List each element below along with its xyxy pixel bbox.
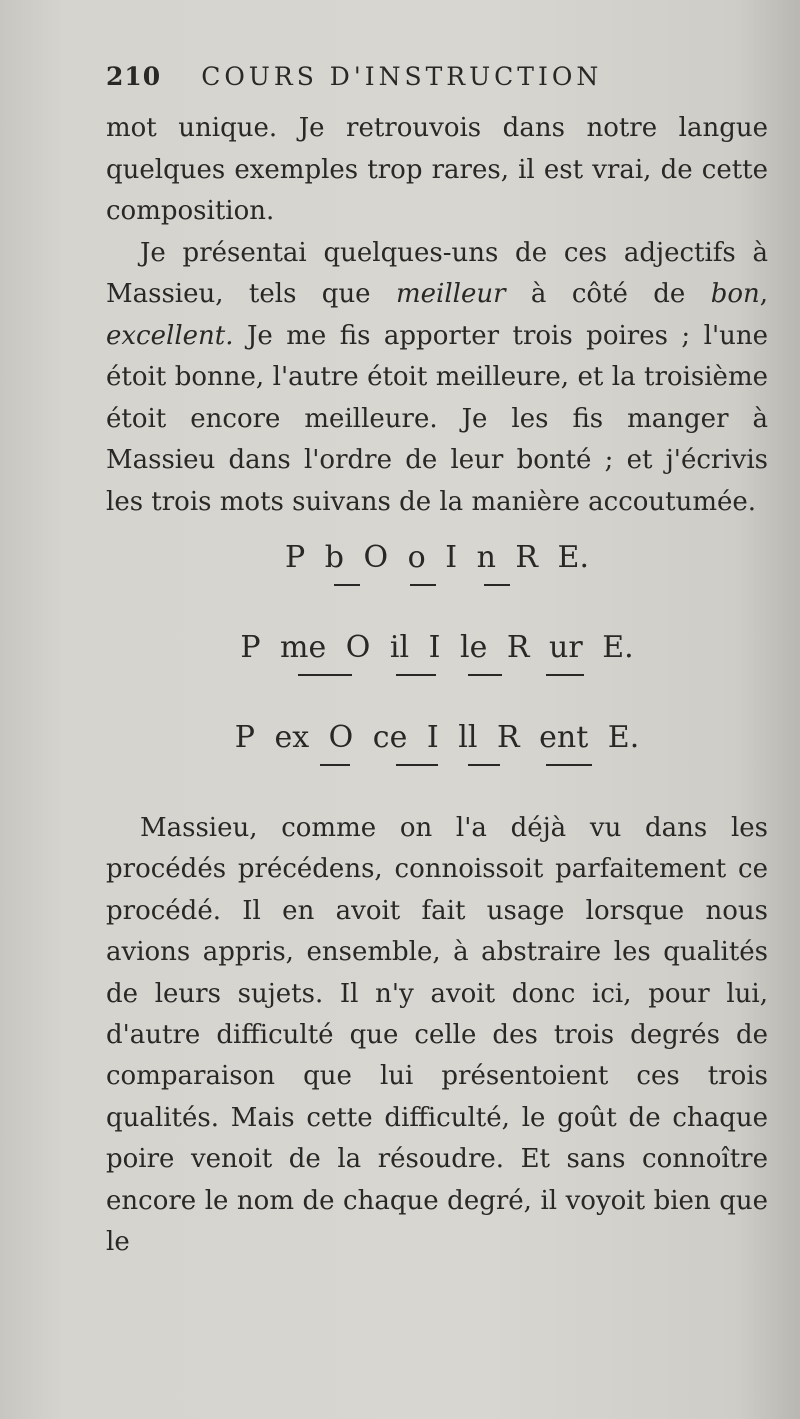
dash [468, 674, 502, 676]
schema-line [106, 720, 768, 755]
dash [410, 584, 436, 586]
italic-word-bon: bon [710, 279, 760, 309]
dash [546, 764, 592, 766]
paragraph-massieu: Massieu, comme on l'a déjà vu dans les procédés précédens, connoissoit parfaitement ce procédé. Il en avoit fait usage lorsque nous avions appris, ensemble, à abstraire les qualités de leurs sujets. Il n'y avoit donc ici, pour lui, d'autre difficulté que celle des trois degrés de comparaison que lui présentoient ces trois qualités. Mais cette difficulté, le goût de chaque poire venoit de la résoudre. Et sans connoître encore le nom de chaque degré, il voyoit bien que le [106, 813, 768, 1258]
schema-line [106, 540, 768, 575]
dash [396, 764, 438, 766]
text-run: Je me fis apporter trois poires ; l'une étoit bonne, l'autre étoit meilleure, et la troisième étoit encore meilleure. Je les fis manger à Massieu dans l'ordre de leur bonté ; et j'écrivis les trois mots suivans de la manière accoutumée. [106, 320, 768, 517]
text-run: à côté de [505, 279, 711, 309]
running-title: COURS D'INSTRUCTION [201, 62, 603, 91]
italic-word-excellent: excellent. [106, 320, 234, 351]
italic-word-meilleur: meilleur [395, 279, 506, 309]
body-text-bottom [106, 808, 768, 1263]
schema-letters: P me O il I le R ur E. [240, 630, 634, 665]
dash [320, 764, 350, 766]
schema-row-bon [106, 532, 768, 622]
dash [546, 674, 584, 676]
schema-row-meilleur [106, 622, 768, 712]
body-text-top [106, 108, 768, 523]
page-number: 210 [106, 62, 162, 91]
schema-letters: P b O o I n R E. [285, 540, 589, 575]
dash [468, 764, 500, 766]
word-schema [106, 532, 768, 802]
paragraph-continuation: mot unique. Je retrouvois dans notre langue quelques exemples trop rares, il est vrai, de cette composition. [106, 113, 768, 226]
dash [396, 674, 436, 676]
dash [484, 584, 510, 586]
dash [298, 674, 352, 676]
text-run: Je présentai quelques-uns de ces adjectifs à Massieu, tels que [106, 237, 768, 309]
running-head [106, 62, 706, 91]
paragraph-adjectifs [106, 233, 768, 524]
schema-row-excellent [106, 712, 768, 802]
text-run: , [759, 279, 768, 309]
schema-line [106, 630, 768, 665]
dash [334, 584, 360, 586]
schema-letters: P ex O ce I ll R ent E. [234, 720, 640, 755]
